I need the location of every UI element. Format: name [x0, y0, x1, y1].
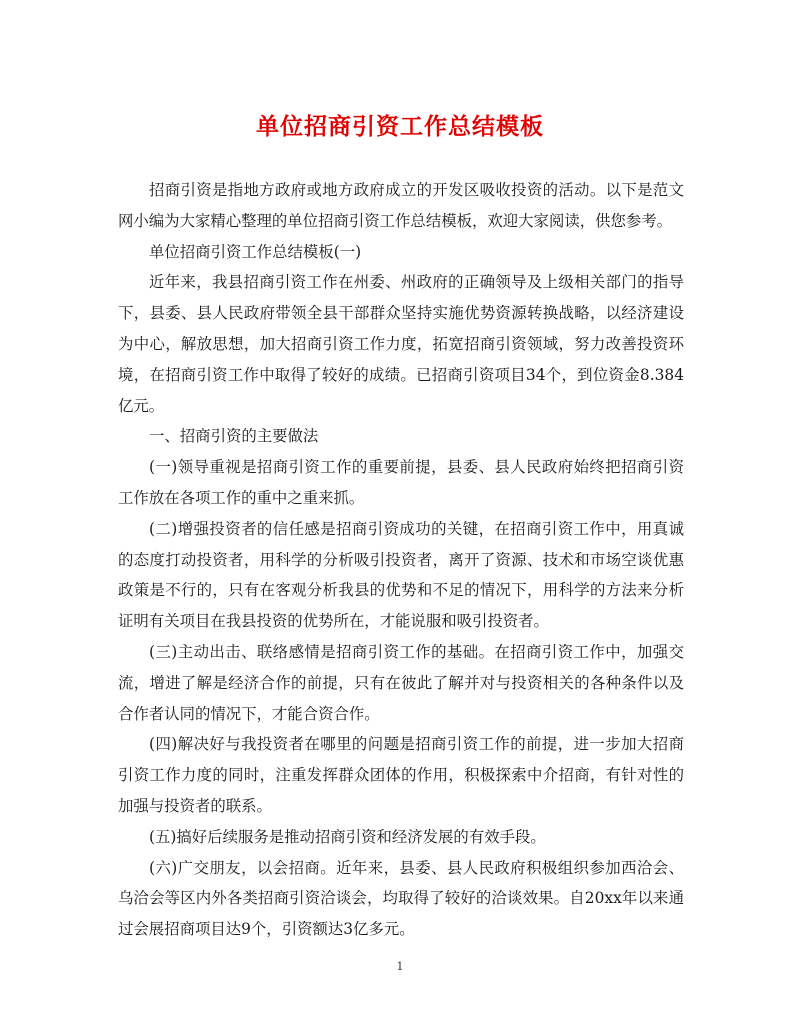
practice-item-4: (四)解决好与我投资者在哪里的问题是招商引资工作的前提，进一步加大招商引资工作力度的同时，注重发挥群众团体的作用，积极探索中介招商，有针对性的加强与投资者的联系。: [118, 735, 684, 815]
practice-item-1: (一)领导重视是招商引资工作的重要前提，县委、县人民政府始终把招商引资工作放在各项工作的重中之重来抓。: [118, 458, 684, 507]
practice-item-2: (二)增强投资者的信任感是招商引资成功的关键，在招商引资工作中，用真诚的态度打动投资者，用科学的分析吸引投资者，离开了资源、技术和市场空谈优惠政策是不行的，只有在客观分析我县的优势和不足的情况下，用科学的方法来分析证明有关项目在我县投资的优势所在，才能说服和吸引投资者。: [118, 519, 684, 631]
practice-item-6: (六)广交朋友，以会招商。近年来，县委、县人民政府积极组织参加西洽会、乌洽会等区内外各类招商引资洽谈会，均取得了较好的洽谈效果。自20xx年以来通过会展招商项目达9个，引资额达3亿多元。: [118, 858, 684, 939]
document-body: [118, 175, 684, 945]
page-number: 1: [396, 960, 404, 973]
practice-item-3: (三)主动出击、联络感情是招商引资工作的基础。在招商引资工作中，加强交流，增进了解是经济合作的前提，只有在彼此了解并对与投资相关的各种条件以及合作者认同的情况下，才能合资合作。: [118, 642, 684, 723]
overview-paragraph: 近年来，我县招商引资工作在州委、州政府的正确领导及上级相关部门的指导下，县委、县人民政府带领全县干部群众坚持实施优势资源转换战略，以经济建设为中心，解放思想，加大招商引资工作力度，拓宽招商引资领域，努力改善投资环境，在招商引资工作中取得了较好的成绩。已招商引资项目34个，到位资金8.384亿元。: [118, 273, 684, 415]
section-heading-main-practices: 一、招商引资的主要做法: [149, 427, 319, 446]
section-heading-template-one: 单位招商引资工作总结模板(一): [149, 242, 362, 261]
document-title: 单位招商引资工作总结模板: [256, 113, 544, 140]
intro-paragraph: 招商引资是指地方政府或地方政府成立的开发区吸收投资的活动。以下是范文网小编为大家精心整理的单位招商引资工作总结模板，欢迎大家阅读，供您参考。: [118, 181, 684, 230]
practice-item-5: (五)搞好后续服务是推动招商引资和经济发展的有效手段。: [149, 827, 546, 846]
